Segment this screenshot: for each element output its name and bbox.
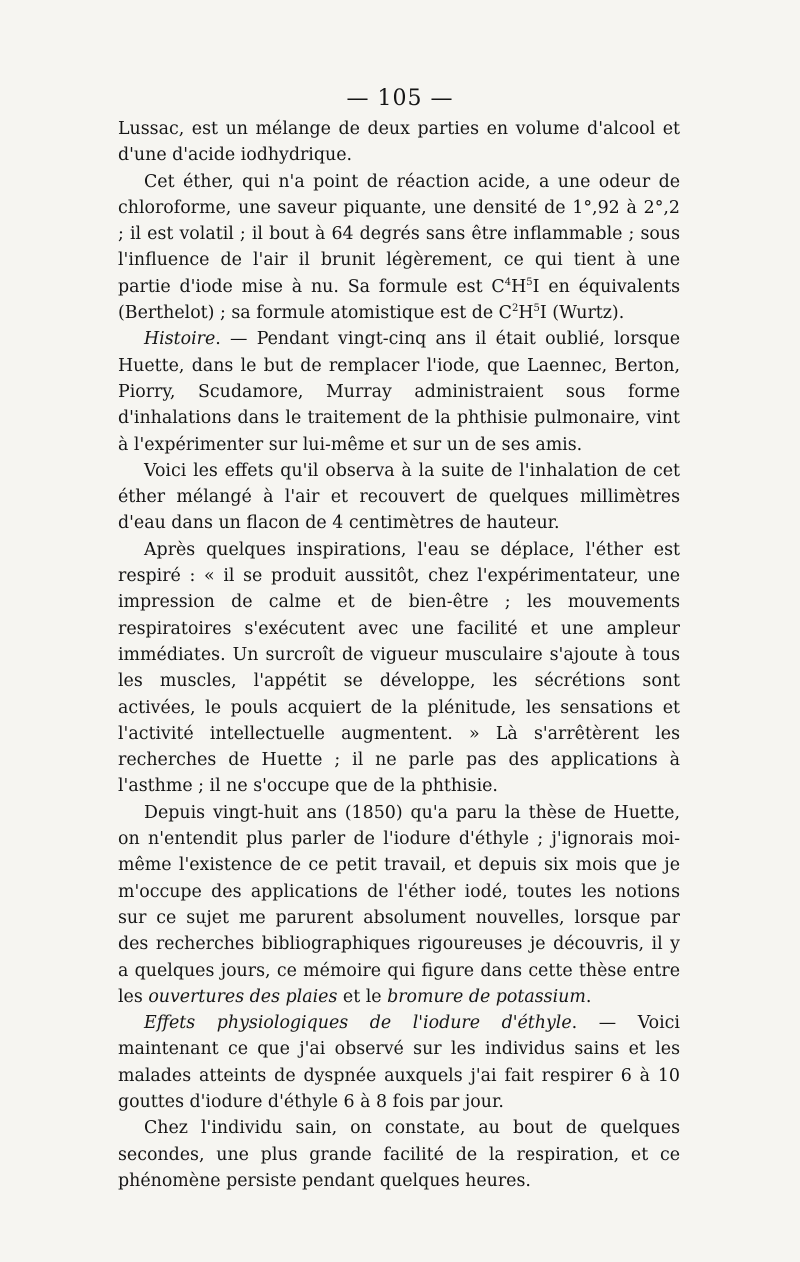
paragraph [118,537,680,800]
italic-text: Histoire [144,329,216,350]
text-run: Chez l'individu sain, on constate, au bout de quelques secondes, une plus grande facilité de la respiration, et ce phénomène persiste pendant quelques heures. [118,1118,680,1191]
text-run: H [518,303,534,324]
italic-text: Effets physiologiques de l'iodure d'éthyle [144,1013,572,1034]
text-run: . — Pendant vingt-cinq ans il était oublié, lorsque Huette, dans le but de remplacer l'iode, que Laennec, Berton, Piorry, Scudamore, Murray administraient sous forme d'inhalations dans le traitement de la phthisie pulmonaire, vint à l'expérimenter sur lui-même et sur un de ses amis. [118,329,680,455]
text-run: . — Voici maintenant ce que j'ai observé sur les individus sains et les malades atteints de dyspnée auxquels j'ai fait respirer 6 à 10 gouttes d'iodure d'éthyle 6 à 8 fois par jour. [118,1013,680,1112]
paragraph [118,800,680,1010]
italic-text: ouvertures des plaies [148,986,338,1007]
paragraph [118,1115,680,1194]
text-run: I (Wurtz). [539,303,625,324]
formula-subscript: 5 [533,303,540,315]
text-run: et le [337,986,388,1007]
text-run: Depuis vingt-huit ans (1850) qu'a paru la thèse de Huette, on n'entendit plus parler de l'iodure d'éthyle ; j'ignorais moi-même l'existence de ce petit travail, et depuis six mois que je m'occupe des applications de l'éther iodé, toutes les notions sur ce sujet me parurent absolument nouvelles, lorsque par des recherches bibliographiques rigoureuses je découvris, il y a quelques jours, ce mémoire qui figure dans cette thèse entre les [118,802,680,1007]
italic-text: bromure de potassium [387,986,586,1007]
text-run: I en équivalents (Berthelot) ; sa formule atomistique est de C [118,276,681,324]
text-run: Voici les effets qu'il observa à la suite de l'inhalation de cet éther mélangé à l'air et recouvert de quelques millimètres d'eau dans un flacon de 4 centimètres de hauteur. [118,460,680,534]
paragraph [118,326,680,457]
formula-subscript: 4 [504,276,512,288]
paragraph [118,1010,680,1115]
body-text [118,116,680,1194]
formula-subscript: 2 [511,303,519,315]
paragraph [118,458,680,537]
text-run: Lussac, est un mélange de deux parties en volume d'alcool et d'une d'acide iodhydrique. [118,119,680,166]
page-number: — 105 — [346,86,454,111]
text-run: Cet éther, qui n'a point de réaction acide, a une odeur de chloroforme, une saveur piquante, une densité de 1°,92 à 2°,2 ; il est volatil ; il bout à 64 degrés sans être inflammable ; sous l'influence de l'air il brunit légèrement, ce qui tient à une partie d'iode mise à nu. Sa formule est C [118,171,680,297]
formula-subscript: 5 [526,276,533,288]
paragraph [118,169,680,327]
paragraph [118,116,680,169]
text-run: Après quelques inspirations, l'eau se déplace, l'éther est respiré : « il se produit aussitôt, chez l'expérimentateur, une impression de calme et de bien-être ; les mouvements respiratoires s'exécutent avec une facilité et une ampleur immédiates. Un surcroît de vigueur musculaire s'ajoute à tous les muscles, l'appétit se développe, les sécrétions sont activées, le pouls acquiert de la plénitude, les sensations et l'activité intellectuelle augmentent. » Là s'arrêtèrent les recherches de Huette ; il ne parle pas des applications à l'asthme ; il ne s'occupe que de la phthisie. [118,539,680,797]
text-run: . [585,986,592,1007]
text-run: H [511,276,527,297]
